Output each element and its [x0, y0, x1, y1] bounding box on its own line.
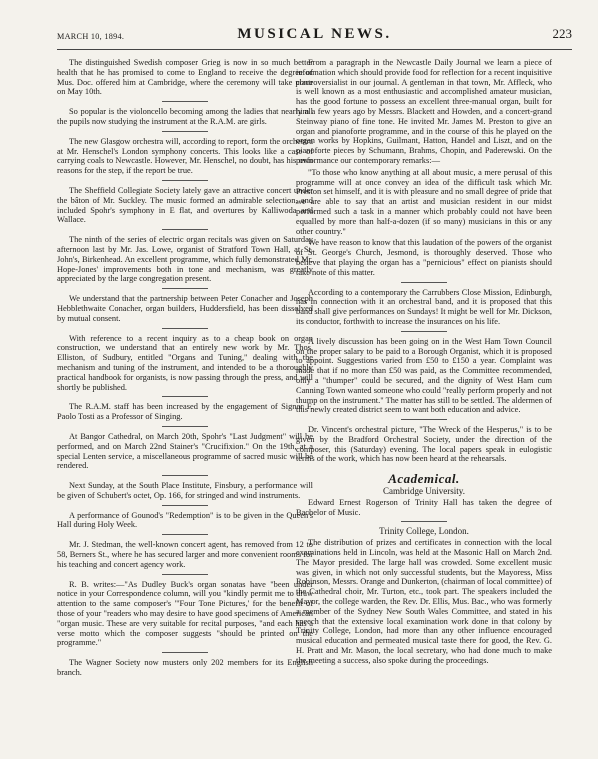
separator: [162, 101, 208, 102]
header-rule: [57, 49, 572, 50]
news-item: According to a contemporary the Carrubbers Close Mission, Edinburgh, has in connection with it an orchestral band, and it is proposed that this band shall give performances on Sundays! It might be well for Mr. Dickson, its conductor, forthwith to increase the insurances on his life.: [296, 287, 552, 326]
subsection-title-trinity: Trinity College, London.: [379, 526, 469, 537]
news-item: Next Sunday, at the South Place Institute, Finsbury, a performance will be given of Schubert's octet, Op. 166, for stringed and wind instruments.: [57, 481, 313, 500]
left-column: [57, 58, 313, 750]
issue-date: MARCH 10, 1894.: [57, 32, 125, 41]
news-item: We have reason to know that this laudation of the powers of the organist of St. George's Church, Jesmond, is thoroughly deserved. Those who believe that playing the organ has a "pernicious" effect on pianists should take note of this matter.: [296, 238, 552, 277]
separator: [162, 505, 208, 506]
separator: [162, 652, 208, 653]
separator: [401, 282, 447, 283]
separator: [162, 396, 208, 397]
separator: [162, 288, 208, 289]
news-item: A lively discussion has been going on in the West Ham Town Council on the proper salary to be paid to a Borough Organist, which it is proposed to appoint. Suggestions varied from £50 to £150 a year. Complaint was made that if no more than £50 was paid, as the Committee recommended, only a "thumper" could be secured, and the dignity of West Ham cum Canning Town wanted someone who could "really perform properly and not thump on the instrument." The matter has still to be settled. The aldermen of this newly created district seem to want both education and advice.: [296, 336, 552, 415]
page-number: 223: [552, 26, 572, 41]
separator: [162, 328, 208, 329]
separator: [162, 131, 208, 132]
news-item: The distribution of prizes and certificates in connection with the local examinations held in Lincoln, was held at the Masonic Hall on March 2nd. The Mayor presided. The large hall was crowded. Some excellent music was given, in which not only successful students, but the Mayoress, Miss Robinson, Messrs. Orange and Dunkerton, (chairman of local committee) of the Cathedral choir, Mr. Turton, etc., took part. The speakers included the Mayor, the college warden, the Rev. Dr. Ellis, Mus. Bac., who was formerly a member of the Sydney New South Wales Committee, and stated in his speech that the extensive local examination work done in that colony by Trinity College, London, had more than any other influence encouraged musical education and permeated musical taste there for good, the Rev. G. H. Pratt and Mr. Mason, the local secretary, who had done much to make the meeting a success, also spoke during the proceedings.: [296, 538, 552, 665]
separator: [162, 534, 208, 535]
news-item: The Wagner Society now musters only 202 members for its English branch.: [57, 658, 313, 678]
subsection-title-cambridge: Cambridge University.: [383, 486, 465, 497]
news-item: From a paragraph in the Newcastle Daily Journal we learn a piece of information which should provide food for reflection for a recent inquisitive controversialist in our journal. A gentleman in that town, Mr. Affleck, who is well known as a most enthusiastic and accomplished amateur musician, has the good fortune to possess an excellent three-manual organ, built for him a few years ago by Messrs. Blackett and Howden, and a concert-grand Steinway piano of fine tone. He invited Mr. James M. Preston to give an organ and pianoforte programme, and in the course of this he played on the organ works by Hopkins, Guilmant, Hatton, Handel and Liszt, and on the pianoforte pieces by Schumann, Brahms, Chopin, and Paderewski. On the performance our contemporary remarks:—: [296, 58, 552, 165]
news-quote: "To those who know anything at all about music, a mere perusal of this programme will at once convey an idea of the difficult task which Mr. Preston set himself, and it is with pleasure and no small degree of pride that we are able to say that an artist and musician resident in our midst performed such a task in a manner which probably could not have been equalled by more than half-a-dozen (if so many) musicians in this or any other country.": [296, 167, 552, 236]
separator: [162, 229, 208, 230]
news-item: Mr. J. Stedman, the well-known concert agent, has removed from 12 to 58, Berners St., where he has secured larger and more convenient rooms for his teaching and concert agency work.: [57, 540, 313, 569]
news-item: A performance of Gounod's "Redemption" is to be given in the Queen's Hall during Holy Week.: [57, 510, 313, 530]
separator: [162, 475, 208, 476]
news-item: The R.A.M. staff has been increased by the engagement of Signor F. Paolo Tosti as a Professor of Singing.: [57, 402, 313, 422]
section-title-academical: Academical.: [388, 471, 460, 487]
news-item: We understand that the partnership between Peter Conacher and Joseph Hebblethwaite Conacher, organ builders, Huddersfield, has been dissolved by mutual consent.: [57, 294, 313, 323]
news-item: So popular is the violoncello becoming among the ladies that nearly all the pupils now studying the instrument at the R.A.M. are girls.: [57, 107, 313, 126]
separator: [401, 331, 447, 332]
masthead-title: MUSICAL NEWS.: [237, 26, 392, 42]
news-item: The ninth of the series of electric organ recitals was given on Saturday afternoon last by Mr. Jas. Lowe, organist of Stratford Town Hall, at St. John's, Birkenhead. An excellent programme, which fully demonstrated Mr. Hope-Jones' improvements both in tone and mechanism, was greatly appreciated by the large congregation present.: [57, 235, 313, 284]
separator: [401, 521, 447, 522]
news-item: The new Glasgow orchestra will, according to report, form the orchestra at Mr. Henschel's London symphony concerts. This looks like a case of carrying coals to Newcastle. However, Mr. Henschel, no doubt, has his own reasons for the step, if the report be true.: [57, 136, 313, 176]
separator: [162, 426, 208, 427]
news-item: Edward Ernest Rogerson of Trinity Hall has taken the degree of Bachelor of Music.: [296, 497, 552, 517]
news-item: With reference to a recent inquiry as to a cheap book on organ construction, we understand that an entirely new work by Mr. Thos. Elliston, of Sudbury, entitled "Organs and Tuning," dealing with the mechanism and tuning of the instrument, and intended to be a thoroughly practical handbook for organists, is now passing through the press, and will shortly be published.: [57, 333, 313, 392]
page-header: [57, 26, 572, 48]
separator: [162, 574, 208, 575]
news-item: R. B. writes:—"As Dudley Buck's organ sonatas have "been under notice in your Correspondence column, will you "kindly permit me to draw attention to the same composer's "'Four Tone Pictures,' for the benefit of those of your "readers who may desire to have good specimens of American "organ music. These are very suitable for recital purposes, "and each has a verse motto which the composer suggests "should be printed on the programme.": [57, 579, 313, 648]
news-item: Dr. Vincent's orchestral picture, "The Wreck of the Hesperus," is to be given by the Bradford Orchestral Society, under the direction of the composer, this (Saturday) evening. The local papers speak in eulogistic terms of the work, which has now been heard at the rehearsals.: [296, 425, 552, 464]
separator: [162, 180, 208, 181]
news-item: At Bangor Cathedral, on March 20th, Spohr's "Last Judgment" will be performed, and on March 22nd Stainer's "Crucifixion." On the 19th, at a special Lenten service, a miscellaneous programme of sacred music will be rendered.: [57, 431, 313, 471]
news-item: The distinguished Swedish composer Grieg is now in so much better health that he has promised to come to England to receive the degree of Mus. Doc. offered him at Cambridge, where the ceremony will take place on May 10th.: [57, 58, 313, 97]
separator: [401, 419, 447, 420]
right-column: [296, 58, 552, 750]
news-item: The Sheffield Collegiate Society lately gave an attractive concert under the bâton of Mr. Suckley. The music formed an admirable selection, and included Spohr's symphony in E flat, and overtures by Kalliwoda and Wallace.: [57, 185, 313, 225]
